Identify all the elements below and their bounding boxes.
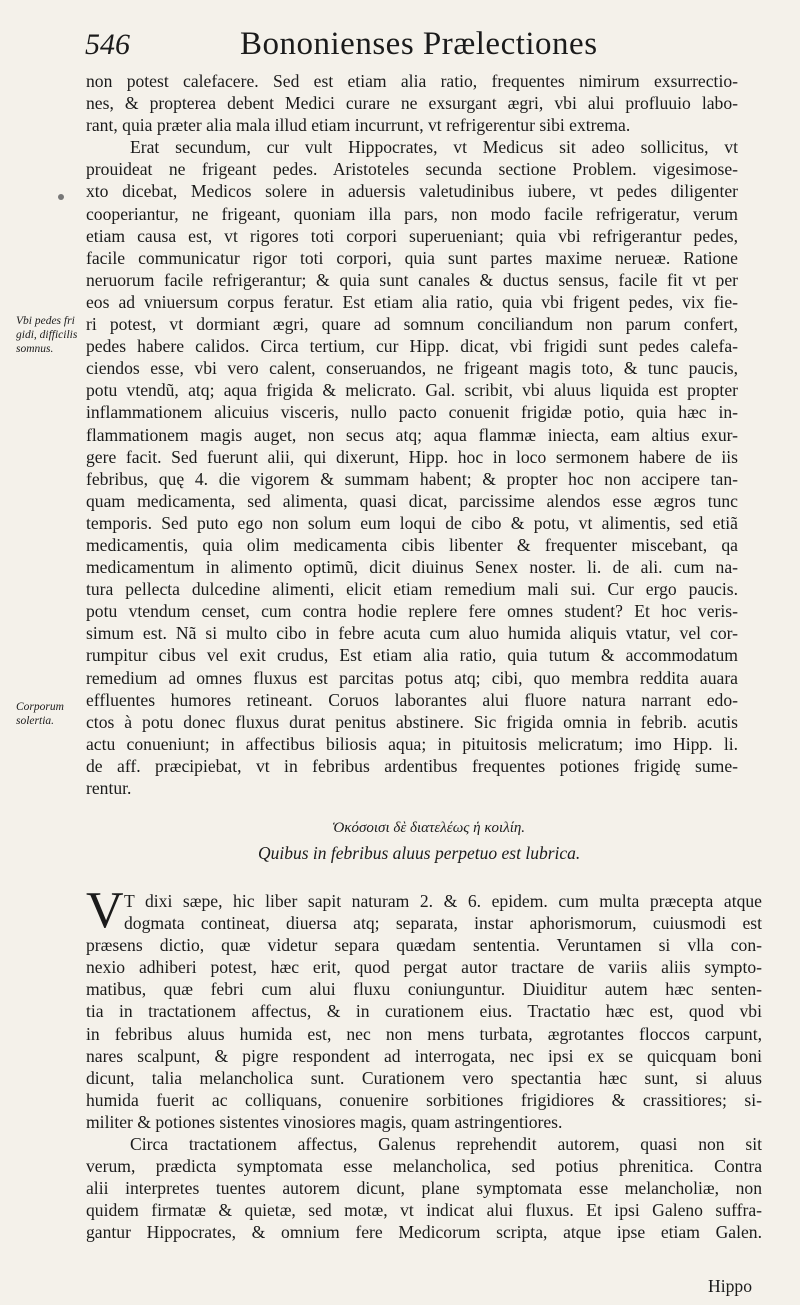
text-line: Circa tractationem affectus, Galenus reprehendit autorem, quasi non sit <box>130 1134 762 1155</box>
text-line: tura pellecta dulcedine alimenti, elicit etiam remedium mali sui. Cur ergo paucis. <box>86 579 738 600</box>
text-block-1 <box>86 70 738 799</box>
text-line: etiam causa est, vt rigores toti corpori superueniant; quia vbi refrigerantur pedes, <box>86 225 738 246</box>
text-line: cooperiantur, ne frigeant, quoniam illa pars, non modo facile refrigeratur, verum <box>86 203 738 224</box>
text-line: rant, quia præter alia mala illud etiam incurrunt, vt refrigerentur sibi extrema. <box>86 115 631 136</box>
page-number: 546 <box>85 28 130 61</box>
text-line: non potest calefacere. Sed est etiam alia ratio, frequentes nimirum exsurrectio- <box>86 71 738 91</box>
text-line: ciendos esse, vbi vero calent, conseruandos, ne frigeant magis toto, & tunc paucis, <box>86 358 738 379</box>
text-line: pedes habere calidos. Circa tertium, cur Hipp. dicat, vbi frigidi sunt pedes calefa- <box>86 336 738 357</box>
text-line: remedium ad omnes fluxus est parcitas potus atq; cibi, quo membra reddita auara <box>86 667 738 688</box>
text-line: de aff. præcipiebat, vt in febribus ardentibus frequentes potiones frigidę sume- <box>86 755 738 776</box>
text-line: temporis. Sed puto ego non solum eum loqui de cibo & potu, vt alimentis, sed etiã <box>86 512 738 533</box>
marginal-note-bodies <box>16 700 64 728</box>
text-line: prouideat ne frigeant pedes. Aristoteles secunda sectione Problem. vigesimose- <box>86 159 738 180</box>
text-line: simum est. Nã si multo cibo in febre acuta cum aluo humida aliquis vtatur, vel cor- <box>86 623 738 644</box>
text-line: humida fuerit ac colliquans, conuenire sorbitiones frigidiores & crassitiores; si- <box>86 1089 762 1110</box>
text-line: quam medicamenta, sed alimenta, quasi dicat, parcissime alendos esse ægros tunc <box>86 490 738 511</box>
text-line: inflammationem alicuius visceris, nullo pacto conuenit frigidæ potio, quia hæc in- <box>86 402 738 423</box>
text-line: facile communicatur rigor toti corpori, quia sunt partes maxime nerueæ. Ratione <box>86 247 738 268</box>
text-line: gantur Hippocrates, & omnium fere Medicorum scripta, atque ipse etiam Galen. <box>86 1222 762 1243</box>
text-line: ctos à potu donec fluxus durat penitus abstinere. Sic frigida omnia in febrib. acutis <box>86 711 738 732</box>
text-line: matibus, quæ febri cum alui fluxu coniunguntur. Diuiditur autem hæc senten- <box>86 979 762 1000</box>
drop-cap: V <box>86 882 124 939</box>
text-line: gere facit. Sed fuerunt alii, qui dixerunt, Hipp. hoc in loco sermonem habere de iis <box>86 446 738 467</box>
text-line: febribus, quę 4. die vigorem & summam habent; & propter hoc non accipere tan- <box>86 468 738 489</box>
lemma-greek: Ὁκόσοισι δὲ διατελέως ἡ κοιλίη. <box>332 820 526 836</box>
marginal-note-line: somnus. <box>16 343 54 355</box>
text-line: in febribus aluus humida est, nec non mens turbata, ægrotantes floccos carpunt, <box>86 1023 762 1044</box>
text-line: T dixi sæpe, hic liber sapit naturam 2. & 6. epidem. cum multa præcepta atque <box>124 891 762 911</box>
text-line: eos ad vniuersum corpus feratur. Est etiam alia ratio, quia vbi frigent pedes, vix fie- <box>86 291 738 312</box>
text-line: medicamentum in alimento optimũ, dicit diuinus Senex noster. li. de ali. cum na- <box>86 557 738 578</box>
text-line: quidem firmatæ & quietæ, sed motæ, vt indicat alui fluxus. Et ipsi Galeno suffra- <box>86 1200 762 1221</box>
text-line: tia in tractationem affectus, & in curationem eius. Tractatio hæc est, quod vbi <box>86 1001 762 1022</box>
running-head: Bononienses Prælectiones <box>240 26 598 62</box>
margin-dot <box>58 194 64 200</box>
marginal-note-line: gidi, difficilis <box>16 329 78 341</box>
text-line: nares scalpunt, & pigre respondent ad interrogata, nec ipsi ex se quicquam boni <box>86 1045 762 1066</box>
text-line: militer & potiones sistentes vinosiores magis, quam astringentiores. <box>86 1111 563 1132</box>
marginal-note-feet <box>16 314 77 356</box>
text-line: dogmata contineat, diuersa atq; separata, instar aphorismorum, cuiusmodi est <box>124 913 762 934</box>
text-line: nes, & propterea debent Medici curare ne exsurgant ægri, vbi alui profluuio labo- <box>86 93 738 114</box>
text-line: alii interpretes tuentes autorem dicunt, plane symptomata esse melancholiæ, non <box>86 1178 762 1199</box>
text-line: nexio adhiberi potest, hæc erit, quod pergat autor tractare de variis aliis sympto- <box>86 957 762 978</box>
text-line: verum, prædicta symptomata esse melancholica, sed potius phrenitica. Contra <box>86 1156 762 1177</box>
text-line: flammationem magis auget, non secus atq; aqua flammæ iniecta, eam altius exur- <box>86 424 738 445</box>
text-line: effluentes humores retineant. Coruos laborantes alui fluore natura narrant edo- <box>86 689 738 710</box>
text-line: rumpitur cibus vel exit crudus, Est etiam alia ratio, quia tutum & accommodatum <box>86 645 738 666</box>
text-line: medicamentis, quia olim medicamenta cibis libenter & frequenter miscebant, qa <box>86 534 738 555</box>
marginal-note-line: solertia. <box>16 715 55 727</box>
text-line: præsens dictio, quæ videtur separa quædam sententia. Veruntamen si vlla con- <box>86 935 762 956</box>
catchword: Hippo <box>708 1276 752 1296</box>
text-block-2 <box>86 890 762 1244</box>
text-line: neruorum facile refrigerantur; & quia sunt canales & ductus sensus, facile fit vt per <box>86 269 738 290</box>
text-line: dicunt, talia melancholica sunt. Curationem vero spectantia hæc sunt, si aluus <box>86 1067 762 1088</box>
text-line: potu vtendũ, atq; aqua frigida & melicrato. Gal. scribit, vbi aluus liquida est propter <box>86 380 738 401</box>
text-line: potu vtendum censet, cum contra hodie replere fere omnes student? Et hoc veris- <box>86 601 738 622</box>
marginal-note-line: Corporum <box>16 701 64 713</box>
text-line: xto dicebat, Medicos solere in aduersis valetudinibus iubere, vt pedes diligenter <box>86 181 738 202</box>
text-line: rentur. <box>86 778 132 798</box>
text-line: actu conueniunt; in affectibus biliosis aqua; in pituitosis melicratum; imo Hipp. li. <box>86 733 738 754</box>
text-line: Erat secundum, cur vult Hippocrates, vt Medicus sit adeo sollicitus, vt <box>130 137 738 158</box>
marginal-note-line: Vbi pedes fri <box>16 315 75 327</box>
text-line: ri potest, vt dormiant ægri, quare ad somnum conciliandum non parum confert, <box>86 314 738 335</box>
lemma-latin: Quibus in febribus aluus perpetuo est lubrica. <box>258 843 581 863</box>
